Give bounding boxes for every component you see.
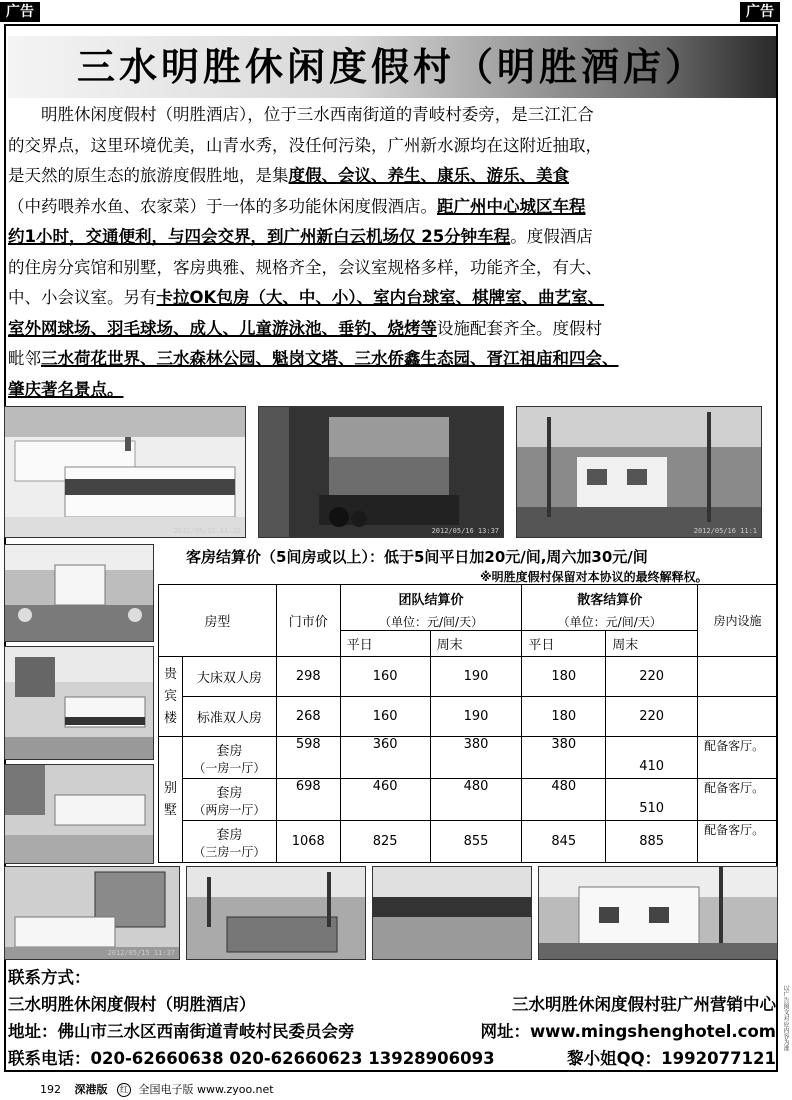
door-price: 298 (276, 657, 340, 697)
intro-line: 毗邻三水荷花世界、三水森林公园、魁岗文塔、三水侨鑫生态园、胥江祖庙和四会、 (8, 349, 619, 368)
room-facilities: 配备客厅。 (698, 821, 778, 863)
intro-line: 明胜休闲度假村（明胜酒店），位于三水西南街道的青岐村委旁，是三江汇合 (8, 105, 594, 124)
header-door-price: 门市价 (276, 585, 340, 657)
side-disclaimer: 以广告图文对应内容为准 (782, 985, 789, 1051)
contact-phone-row (8, 1046, 776, 1073)
group-weekday: 825 (340, 821, 430, 863)
group-weekend: 480 (430, 779, 522, 821)
intro-highlight: 室外网球场、羽毛球场、成人、儿童游泳池、垂钓、烧烤等 (8, 318, 437, 338)
photo-karaoke-room (258, 406, 504, 538)
individual-weekday: 845 (522, 821, 606, 863)
photo-pool-garden (186, 866, 366, 960)
table-row (159, 737, 778, 779)
group-weekday: 160 (340, 657, 430, 697)
pricing-headline: 客房结算价（5间房或以上）：低于5间平日加20元/间,周六加30元/间 (186, 548, 648, 566)
hotel-name: 三水明胜休闲度假村（明胜酒店） (8, 995, 256, 1014)
individual-weekend: 885 (606, 821, 698, 863)
photo-timestamp: 2012/05/16 13:37 (431, 527, 499, 535)
section-guest-building: 贵 宾 楼 (159, 657, 183, 737)
room-facilities: 配备客厅。 (698, 737, 778, 779)
header-group: 团队结算价 (340, 585, 522, 613)
header-weekend: 周末 (430, 631, 522, 657)
photo-bedroom (4, 406, 246, 538)
group-weekend: 380 (430, 737, 522, 779)
room-name: 套房 (216, 785, 243, 801)
photo-timestamp: 2012/05/15 11:37 (107, 949, 175, 957)
group-weekday: 360 (340, 737, 430, 779)
door-price: 268 (276, 697, 340, 737)
individual-weekday: 380 (522, 737, 606, 779)
room-name: 大床双人房 (182, 657, 276, 697)
intro-highlight: 度假、会议、养生、康乐、游乐、美食 (288, 166, 569, 185)
photo-villa-exterior (538, 866, 778, 960)
room-name: 标准双人房 (182, 697, 276, 737)
title-banner (8, 36, 776, 98)
intro-highlight: 距广州中心城区车程 (437, 196, 586, 216)
room-name: 套房 (216, 827, 243, 843)
header-room-type: 房型 (159, 585, 277, 657)
site-link[interactable]: 全国电子版 www.zyoo.net (138, 1083, 274, 1096)
group-weekend: 855 (430, 821, 522, 863)
header-weekend: 周末 (606, 631, 698, 657)
header-individual: 散客结算价 (522, 585, 698, 613)
table-row (159, 697, 778, 737)
page-title: 三水明胜休闲度假村（明胜酒店） (76, 45, 707, 89)
intro-line (8, 375, 770, 406)
individual-weekday: 480 (522, 779, 606, 821)
header-group-unit: （单位：元/间/天） (340, 613, 522, 631)
individual-weekday: 180 (522, 657, 606, 697)
photo-villa-palms (516, 406, 762, 538)
photo-room-window (4, 866, 180, 960)
photo-twin-room (4, 646, 154, 760)
intro-line: （中药喂养水鱼、农家菜）于一体的多功能休闲度假酒店。距广州中心城区车程 (8, 196, 586, 216)
phone-text: 联系电话：020-62660638 020-62660623 13928906093 (8, 1049, 495, 1068)
room-name-cell (182, 779, 276, 821)
header-weekday: 平日 (522, 631, 606, 657)
individual-weekend: 510 (606, 779, 698, 821)
intro-line: 是天然的原生态的旅游度假胜地，是集度假、会议、养生、康乐、游乐、美食 (8, 166, 569, 185)
intro-line: 的交界点，这里环境优美，山青水秀，没任何污染，广州新水源均在这附近抽取， (8, 135, 602, 155)
page-footer (40, 1081, 274, 1097)
contact-names-row (8, 992, 776, 1019)
ad-tag-left: 广告 (0, 2, 40, 22)
group-weekend: 190 (430, 657, 522, 697)
room-facilities (698, 657, 778, 697)
contact-address-row (8, 1019, 776, 1046)
room-name-cell (182, 821, 276, 863)
individual-weekend: 410 (606, 737, 698, 779)
intro-highlight: 肇庆著名景点。 (8, 379, 124, 399)
intro-line: 约1小时，交通便利，与四会交界，到广州新白云机场仅 25分钟车程。度假酒店 (8, 227, 593, 246)
intro-line: 的住房分宾馆和别墅，客房典雅、规格齐全，会议室规格多样，功能齐全，有大、 (8, 257, 602, 277)
intro-highlight: 三水荷花世界、三水森林公园、魁岗文塔、三水侨鑫生态园、胥江祖庙和四会、 (41, 349, 619, 368)
contact-label: 联系方式： (8, 968, 91, 987)
room-name-cell (182, 737, 276, 779)
website-link[interactable]: 网址：www.mingshenghotel.com (480, 1022, 776, 1041)
contact-section (8, 965, 776, 1073)
door-price: 698 (276, 779, 340, 821)
qq-text: 黎小姐QQ：1992077121 (567, 1049, 776, 1068)
table-header-row (159, 585, 778, 613)
room-layout: （三房一厅） (193, 844, 266, 859)
sales-center-name: 三水明胜休闲度假村驻广州营销中心 (512, 995, 776, 1014)
section-villa: 别 墅 (159, 737, 183, 863)
price-table (158, 584, 778, 863)
intro-text (8, 100, 770, 405)
intro-line: 中、小会议室。另有卡拉OK包房（大、中、小）、室内台球室、棋牌室、曲艺室、 (8, 288, 605, 307)
room-name: 套房 (216, 743, 243, 759)
group-weekday: 160 (340, 697, 430, 737)
pricing-note: ※明胜度假村保留对本协议的最终解释权。 (480, 570, 708, 584)
page-number: 192 (40, 1083, 61, 1096)
group-weekday: 460 (340, 779, 430, 821)
address-text: 地址：佛山市三水区西南街道青岐村民委员会旁 (8, 1022, 355, 1041)
individual-weekend: 220 (606, 697, 698, 737)
header-facilities: 房内设施 (698, 585, 778, 657)
photo-hall (4, 544, 154, 642)
door-price: 1068 (276, 821, 340, 863)
group-weekend: 190 (430, 697, 522, 737)
photo-timestamp: 2012/05/15 11:35 (173, 527, 241, 535)
table-row (159, 657, 778, 697)
room-facilities (698, 697, 778, 737)
ad-tag-right: 广告 (740, 2, 780, 22)
table-row (159, 779, 778, 821)
intro-highlight: 卡拉OK包房（大、中、小）、室内台球室、棋牌室、曲艺室、 (156, 288, 605, 307)
header-weekday: 平日 (340, 631, 430, 657)
room-facilities: 配备客厅。 (698, 779, 778, 821)
table-row (159, 821, 778, 863)
door-price: 598 (276, 737, 340, 779)
photo-suite (4, 764, 154, 864)
photo-timestamp: 2012/05/16 11:1 (693, 527, 757, 535)
header-individual-unit: （单位：元/间/天） (522, 613, 698, 631)
intro-highlight: 约1小时，交通便利，与四会交界，到广州新白云机场仅 25分钟车程 (8, 227, 511, 246)
edition-label: 深港版 (74, 1083, 108, 1096)
individual-weekend: 220 (606, 657, 698, 697)
room-layout: （两房一厅） (193, 802, 266, 817)
photo-lake (372, 866, 532, 960)
intro-line: 室外网球场、羽毛球场、成人、儿童游泳池、垂钓、烧烤等设施配套齐全。度假村 (8, 318, 602, 338)
edition-badge: 红 (117, 1083, 131, 1097)
room-layout: （一房一厅） (193, 760, 266, 775)
individual-weekday: 180 (522, 697, 606, 737)
